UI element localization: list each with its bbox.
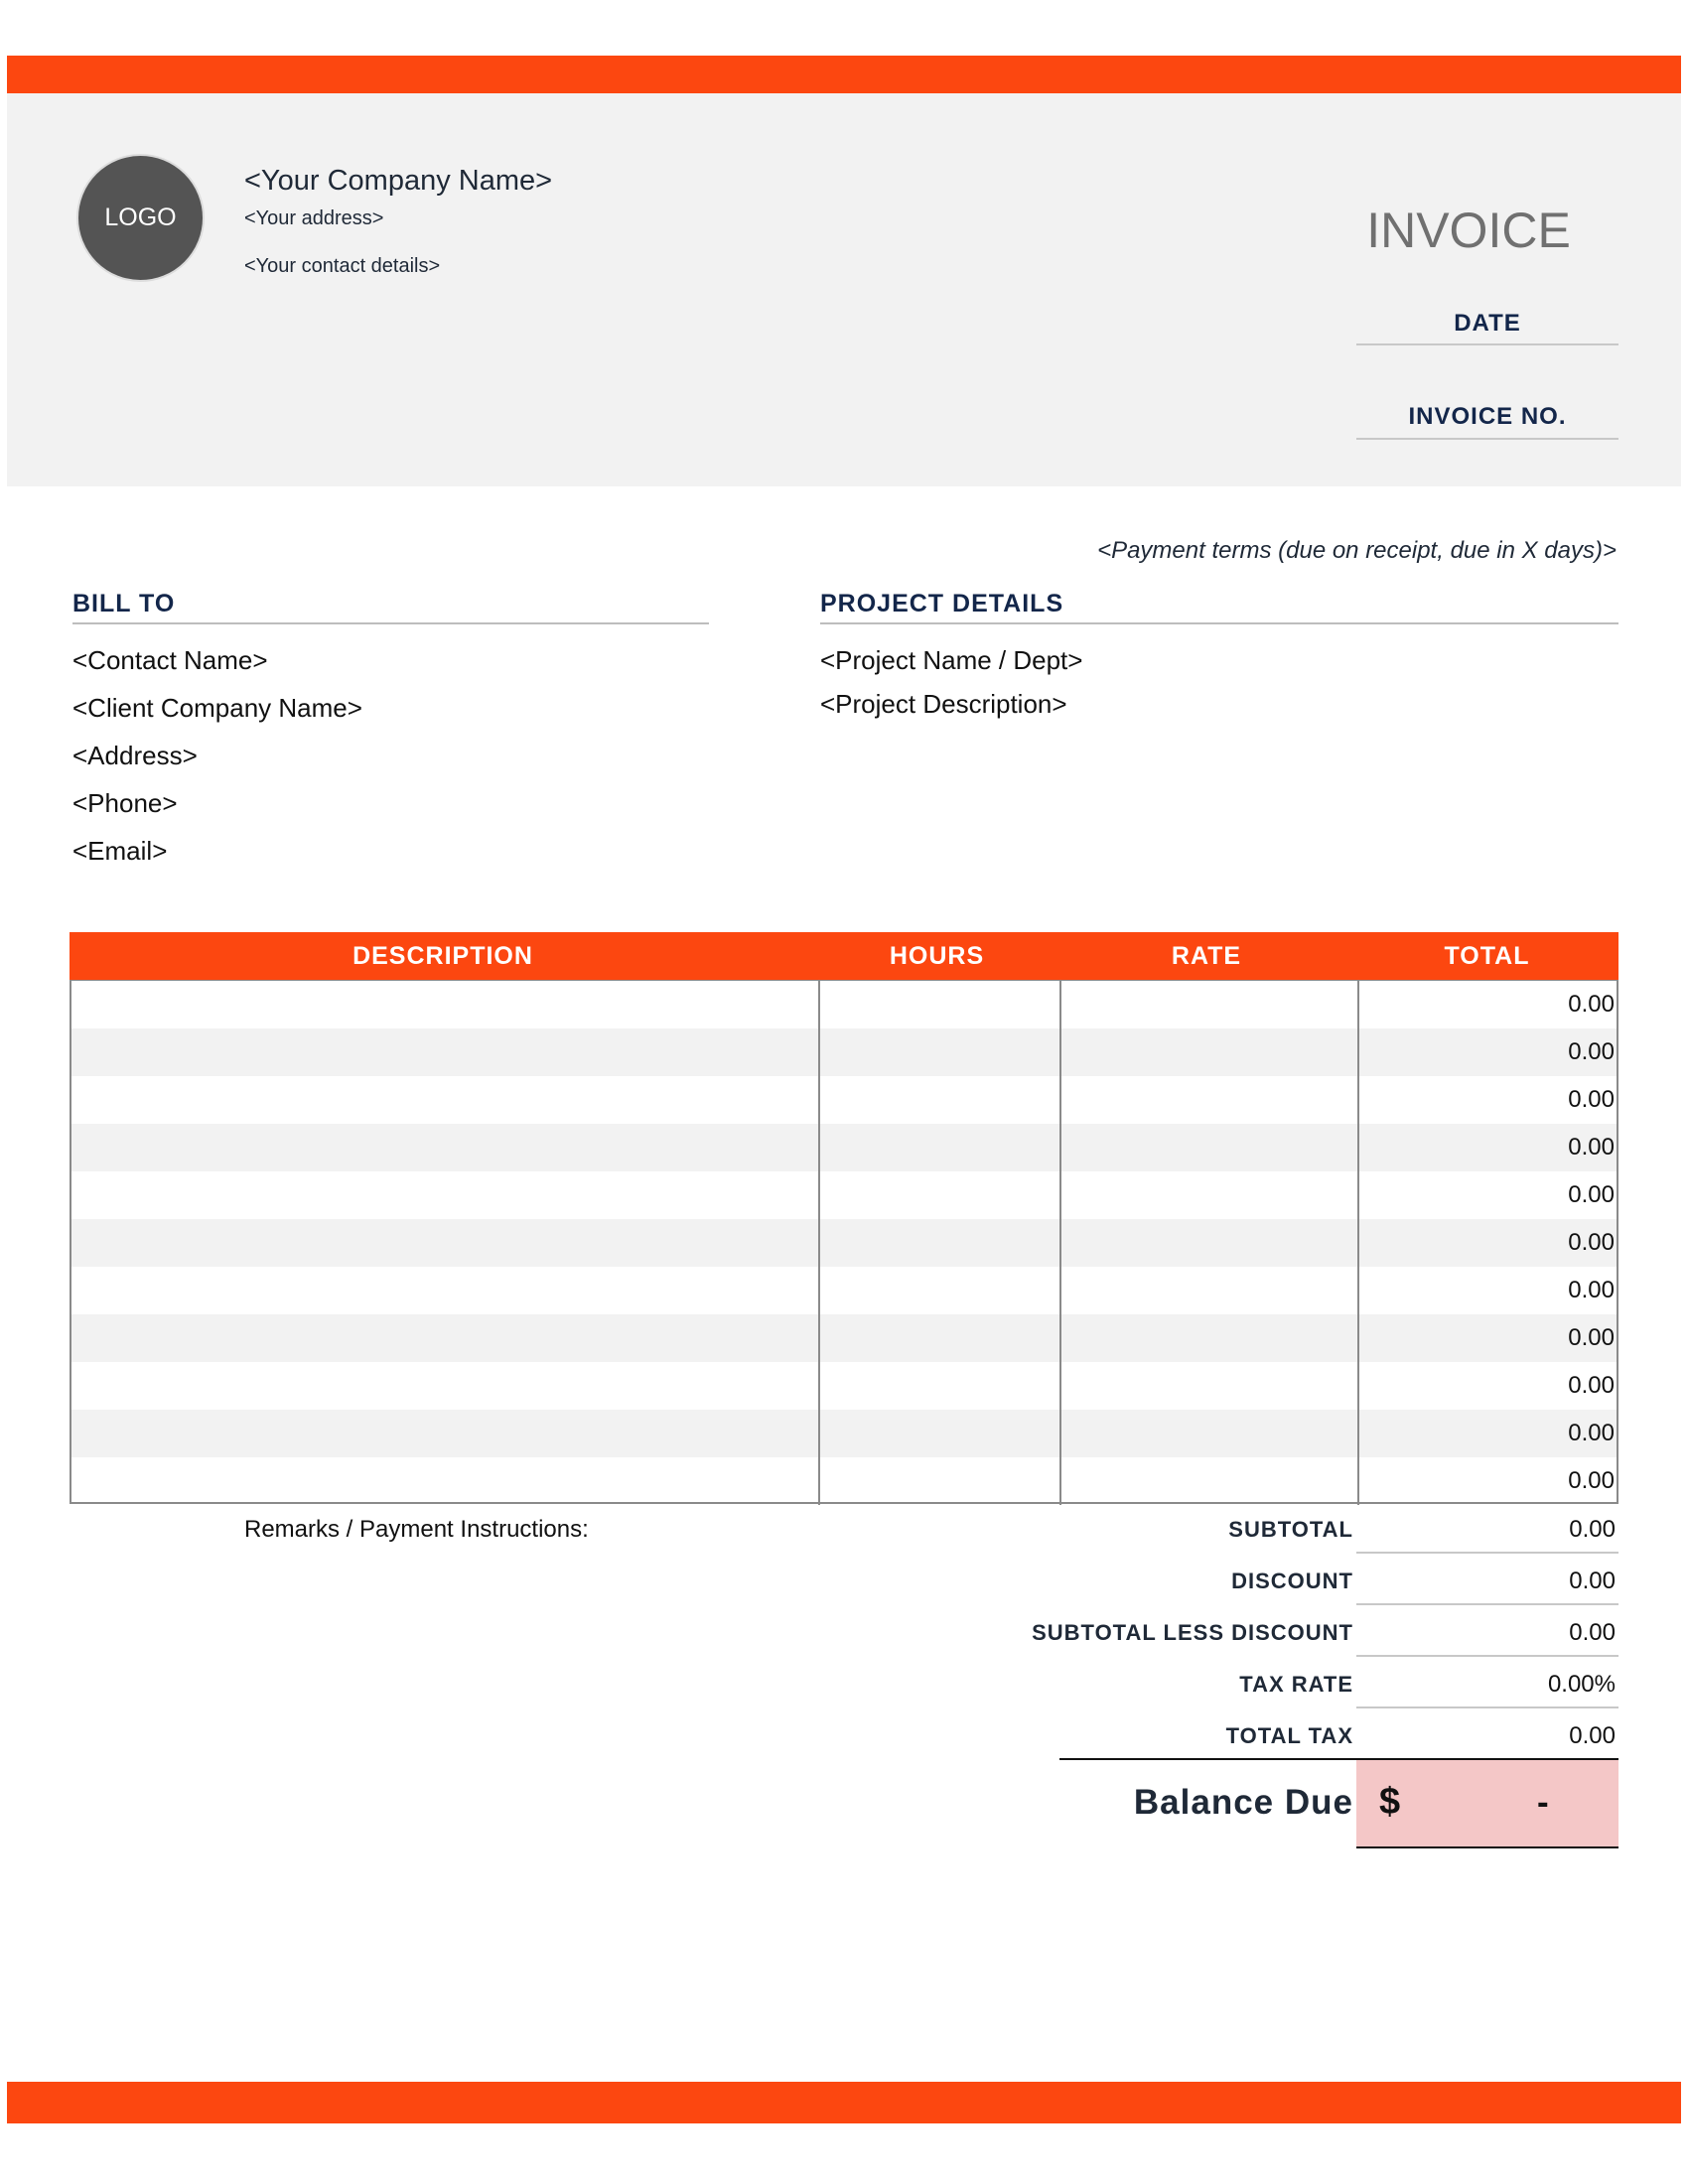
project-description[interactable]: <Project Description> [820, 689, 1067, 719]
tax-rate-value[interactable]: 0.00% [1547, 1671, 1616, 1698]
balance-due-label: Balance Due [1133, 1783, 1353, 1822]
cell-total: 0.00 [1357, 1028, 1617, 1076]
company-contact[interactable]: <Your contact details> [244, 255, 441, 277]
cell-hours[interactable] [818, 1267, 1059, 1314]
cell-total: 0.00 [1357, 1267, 1617, 1314]
cell-description[interactable] [71, 1267, 818, 1314]
cell-rate[interactable] [1059, 1124, 1357, 1171]
currency-symbol: $ [1379, 1781, 1401, 1823]
total-tax-value: 0.00 [1569, 1722, 1616, 1749]
discount-divider [1356, 1603, 1618, 1605]
invoice-number-field-line[interactable] [1356, 438, 1618, 440]
column-header-total: TOTAL [1444, 941, 1530, 970]
cell-description[interactable] [71, 1219, 818, 1267]
table-header [70, 932, 1618, 980]
date-field-line[interactable] [1356, 343, 1618, 345]
cell-rate[interactable] [1059, 1028, 1357, 1076]
tax-rate-divider [1356, 1706, 1618, 1708]
cell-hours[interactable] [818, 1124, 1059, 1171]
cell-total: 0.00 [1357, 1362, 1617, 1410]
cell-description[interactable] [71, 1028, 818, 1076]
line-items-table [70, 932, 1618, 1504]
table-row [71, 1314, 1617, 1362]
cell-description[interactable] [71, 1171, 818, 1219]
invoice-title: INVOICE [1366, 203, 1571, 258]
cell-total: 0.00 [1357, 1076, 1617, 1124]
cell-hours[interactable] [818, 1410, 1059, 1457]
cell-hours[interactable] [818, 1028, 1059, 1076]
table-row [71, 1028, 1617, 1076]
subtotal-divider [1356, 1552, 1618, 1554]
cell-total: 0.00 [1357, 1219, 1617, 1267]
cell-rate[interactable] [1059, 1171, 1357, 1219]
bill-to-phone[interactable]: <Phone> [72, 788, 178, 818]
discount-value[interactable]: 0.00 [1569, 1568, 1616, 1594]
cell-description[interactable] [71, 1124, 818, 1171]
cell-hours[interactable] [818, 1314, 1059, 1362]
cell-total: 0.00 [1357, 981, 1617, 1028]
bill-to-title: BILL TO [72, 590, 176, 617]
cell-description[interactable] [71, 1410, 818, 1457]
subtotal-less-discount-value: 0.00 [1569, 1619, 1616, 1646]
remarks-label[interactable]: Remarks / Payment Instructions: [244, 1516, 589, 1543]
table-row [71, 1457, 1617, 1505]
bill-to-address[interactable]: <Address> [72, 741, 198, 770]
cell-hours[interactable] [818, 1076, 1059, 1124]
bill-to-email[interactable]: <Email> [72, 836, 168, 866]
column-header-rate: RATE [1171, 941, 1242, 970]
cell-total: 0.00 [1357, 1314, 1617, 1362]
cell-description[interactable] [71, 1314, 818, 1362]
column-header-hours: HOURS [889, 941, 985, 970]
cell-rate[interactable] [1059, 1457, 1357, 1505]
bill-to-divider [72, 622, 709, 624]
cell-total: 0.00 [1357, 1410, 1617, 1457]
cell-rate[interactable] [1059, 1267, 1357, 1314]
cell-rate[interactable] [1059, 1362, 1357, 1410]
cell-rate[interactable] [1059, 1410, 1357, 1457]
bottom-accent-bar [7, 2082, 1681, 2123]
cell-total: 0.00 [1357, 1171, 1617, 1219]
table-row [71, 981, 1617, 1028]
bill-to-contact-name[interactable]: <Contact Name> [72, 645, 268, 675]
cell-hours[interactable] [818, 1219, 1059, 1267]
cell-description[interactable] [71, 1457, 818, 1505]
invoice-number-label: INVOICE NO. [1408, 403, 1567, 430]
project-details-title: PROJECT DETAILS [820, 590, 1064, 617]
cell-hours[interactable] [818, 1457, 1059, 1505]
table-body [70, 980, 1618, 1504]
company-name[interactable]: <Your Company Name> [244, 165, 553, 197]
subtotal-less-discount-label: SUBTOTAL LESS DISCOUNT [1032, 1620, 1353, 1645]
cell-total: 0.00 [1357, 1124, 1617, 1171]
cell-hours[interactable] [818, 1171, 1059, 1219]
cell-rate[interactable] [1059, 1076, 1357, 1124]
table-row [71, 1219, 1617, 1267]
top-accent-bar [7, 56, 1681, 93]
cell-total: 0.00 [1357, 1457, 1617, 1505]
balance-due-value: - [1537, 1783, 1549, 1822]
payment-terms[interactable]: <Payment terms (due on receipt, due in X days)> [1097, 537, 1617, 564]
date-label: DATE [1454, 310, 1521, 337]
subtotal-label: SUBTOTAL [1228, 1517, 1353, 1542]
balance-bottom-rule [1356, 1846, 1618, 1848]
cell-description[interactable] [71, 1076, 818, 1124]
cell-description[interactable] [71, 1362, 818, 1410]
bill-to-company-name[interactable]: <Client Company Name> [72, 693, 362, 723]
table-row [71, 1267, 1617, 1314]
table-row [71, 1171, 1617, 1219]
table-row [71, 1362, 1617, 1410]
cell-description[interactable] [71, 981, 818, 1028]
cell-rate[interactable] [1059, 981, 1357, 1028]
tax-rate-label: TAX RATE [1239, 1672, 1353, 1697]
company-address[interactable]: <Your address> [244, 207, 384, 229]
logo-text: LOGO [104, 204, 177, 231]
cell-hours[interactable] [818, 981, 1059, 1028]
subtotal-value: 0.00 [1569, 1516, 1616, 1543]
cell-rate[interactable] [1059, 1314, 1357, 1362]
cell-rate[interactable] [1059, 1219, 1357, 1267]
subtotal-less-discount-divider [1356, 1655, 1618, 1657]
column-header-description: DESCRIPTION [352, 941, 533, 970]
project-details-divider [820, 622, 1618, 624]
discount-label: DISCOUNT [1231, 1569, 1353, 1593]
table-row [71, 1124, 1617, 1171]
table-row [71, 1076, 1617, 1124]
cell-hours[interactable] [818, 1362, 1059, 1410]
project-name[interactable]: <Project Name / Dept> [820, 645, 1083, 675]
company-logo [76, 154, 205, 282]
total-tax-label: TOTAL TAX [1225, 1723, 1353, 1748]
table-row [71, 1410, 1617, 1457]
